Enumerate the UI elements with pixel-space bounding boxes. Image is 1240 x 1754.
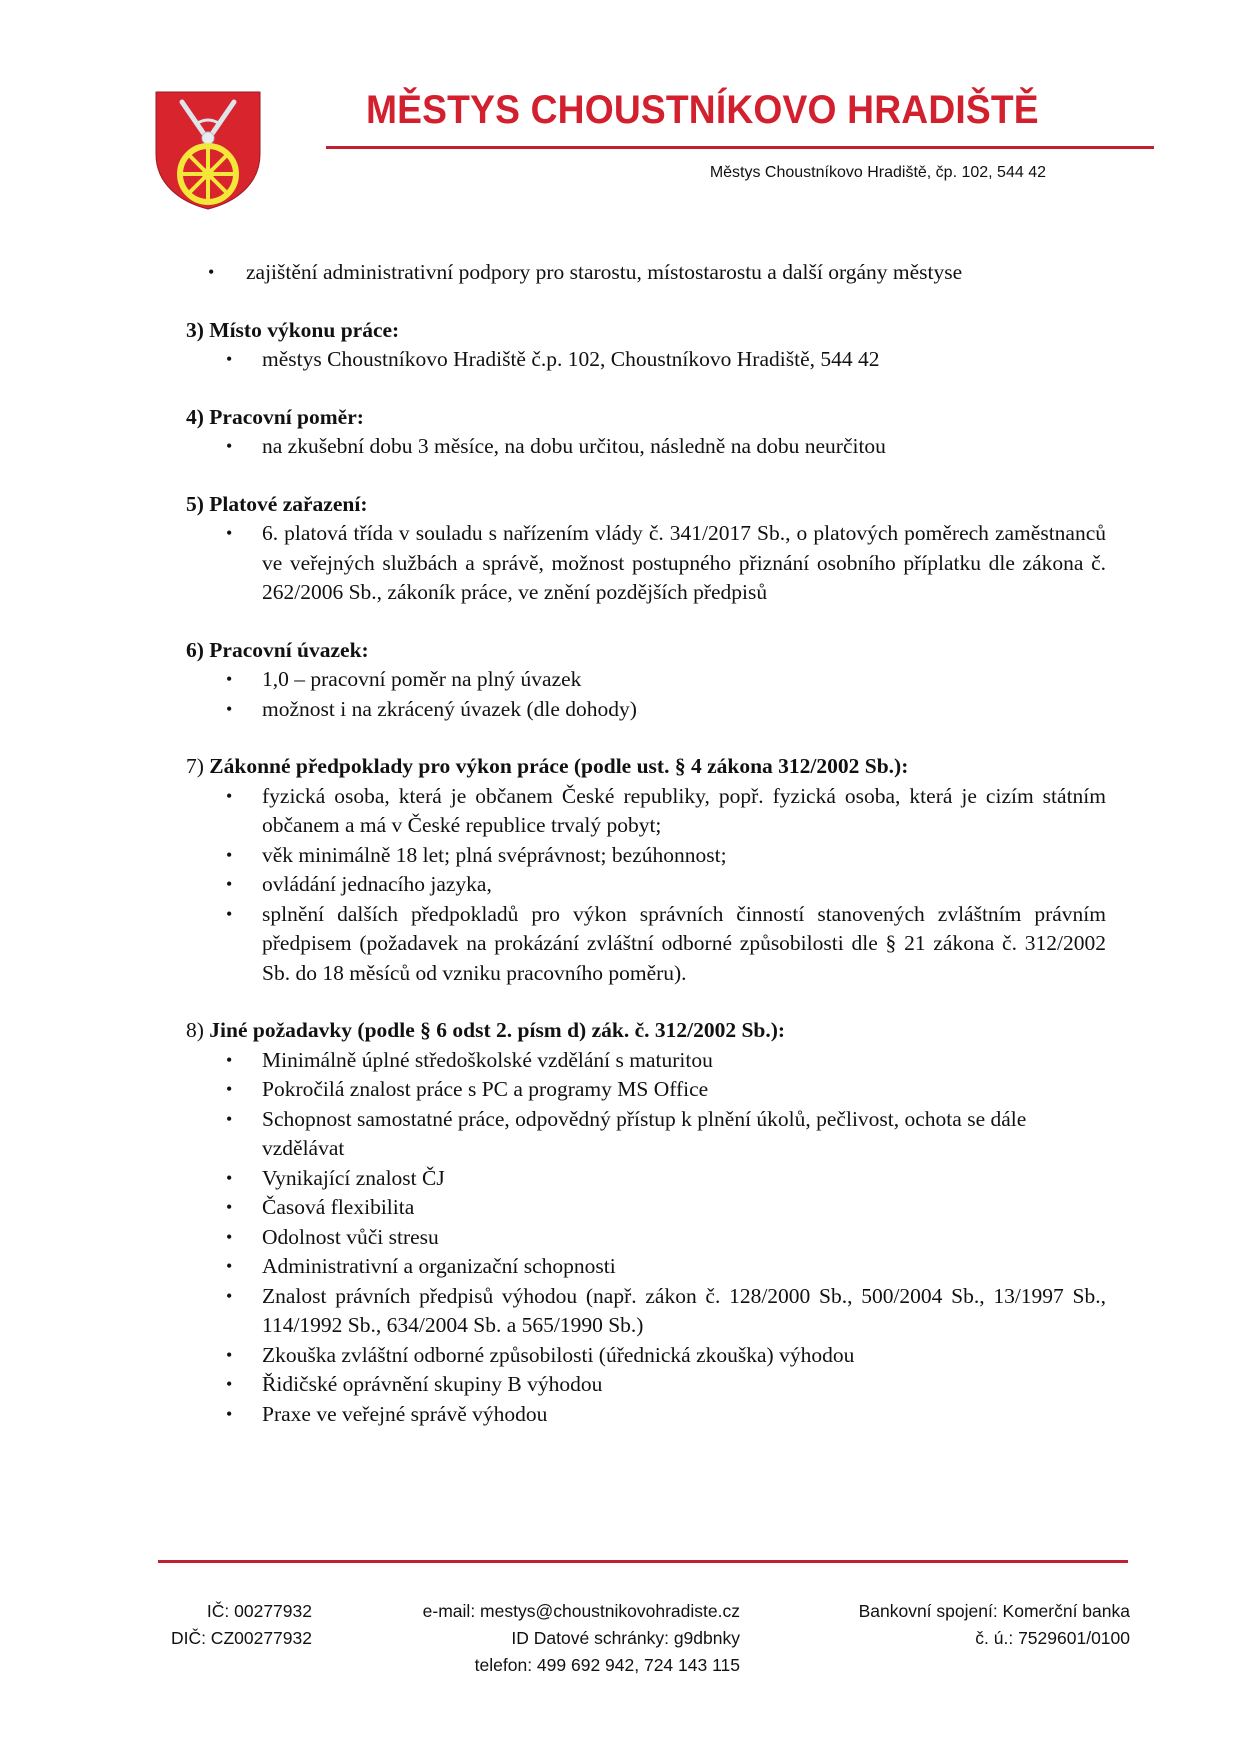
footer-account: č. ú.: 7529601/0100 — [975, 1628, 1130, 1648]
section-heading: 8) Jiné požadavky (podle § 6 odst 2. písm d) zák. č. 312/2002 Sb.): — [186, 1018, 786, 1042]
bullet-icon: • — [226, 874, 233, 894]
section-legal-requirements — [186, 752, 1106, 988]
header-address: Městys Choustníkovo Hradiště, čp. 102, 544 42 — [709, 164, 1046, 181]
list-item: • Znalost právních předpisů výhodou (např. zákon č. 128/2000 Sb., 500/2004 Sb., 13/1997 Sb., 114/1992 Sb., 634/2004 Sb. a 565/1990 Sb.) — [226, 1283, 1106, 1337]
bullet-icon: • — [226, 349, 233, 369]
footer-email[interactable]: e-mail: mestys@choustnikovohradiste.cz — [422, 1601, 740, 1621]
bullet-icon: • — [226, 698, 233, 719]
list-item: • Odolnost vůči stresu — [186, 1223, 1106, 1253]
section-heading: 7) Zákonné předpoklady pro výkon práce (podle ust. § 4 zákona 312/2002 Sb.): — [186, 754, 909, 778]
bullet-icon: • — [226, 436, 233, 456]
bullet-icon: • — [226, 903, 233, 924]
bullet-icon: • — [226, 1285, 233, 1306]
list-item: • zajištění administrativní podpory pro starostu, místostarostu a další orgány městyse — [186, 258, 1106, 288]
list-item: • Řidičské oprávnění skupiny B výhodou — [186, 1370, 1106, 1400]
bullet-icon: • — [208, 262, 215, 282]
bullet-icon: • — [226, 1197, 233, 1217]
list-item: • splnění dalších předpokladů pro výkon správních činností stanovených zvláštním právním předpisem (požadavek na prokázání zvláštní odborné způsobilosti dle § 21 zákona č. 312/2002 Sb. do 18 měsíců od vzniku pracovního poměru). — [226, 901, 1106, 985]
bullet-icon: • — [226, 1079, 233, 1099]
footer-ic: IČ: 00277932 — [206, 1601, 312, 1621]
footer-divider — [158, 1560, 1128, 1563]
list-item: • na zkušební dobu 3 měsíce, na dobu určitou, následně na dobu neurčitou — [186, 432, 1106, 462]
footer-dic: DIČ: CZ00277932 — [170, 1628, 312, 1648]
list-item: • 6. platová třída v souladu s nařízením vlády č. 341/2017 Sb., o platových poměrech zaměstnanců ve veřejných službách a správě, možnost postupného přiznání osobního příplatku dle zákona č. 262/2006 Sb., zákoník práce, ve znění pozdějších předpisů — [226, 521, 1106, 604]
list-item: • Zkouška zvláštní odborné způsobilosti (úřednická zkouška) výhodou — [186, 1341, 1106, 1371]
list-item: • fyzická osoba, která je občanem České republiky, popř. fyzická osoba, která je cizím státním občanem a má v České republice trvalý pobyt; — [226, 783, 1106, 837]
bullet-icon: • — [226, 1108, 233, 1129]
bullet-icon: • — [226, 523, 233, 543]
coat-of-arms-icon — [152, 88, 264, 212]
list-item: • Minimálně úplné středoškolské vzdělání s maturitou — [186, 1046, 1106, 1076]
footer-contacts — [340, 1598, 740, 1679]
section-heading: 3) Místo výkonu práce: — [186, 317, 400, 342]
section-workplace — [186, 316, 1106, 375]
list-item: • Praxe ve veřejné správě výhodou — [186, 1400, 1106, 1430]
list-item: • Časová flexibilita — [186, 1193, 1106, 1223]
footer-bank — [780, 1598, 1130, 1652]
footer-ids — [140, 1598, 312, 1652]
footer-phone: telefon: 499 692 942, 724 143 115 — [474, 1655, 740, 1675]
list-item: • Pokročilá znalost práce s PC a programy MS Office — [186, 1075, 1106, 1105]
municipality-title: MĚSTYS CHOUSTNÍKOVO HRADIŠTĚ — [366, 88, 1039, 132]
bullet-icon: • — [226, 1374, 233, 1394]
section-heading: 5) Platové zařazení: — [186, 491, 368, 516]
bullet-icon: • — [226, 785, 233, 806]
list-item: • 1,0 – pracovní poměr na plný úvazek — [186, 665, 1106, 695]
list-item: • Schopnost samostatné práce, odpovědný přístup k plnění úkolů, pečlivost, ochota se dále vzdělávat — [226, 1106, 1027, 1160]
list-item: • městys Choustníkovo Hradiště č.p. 102, Choustníkovo Hradiště, 544 42 — [186, 345, 1106, 375]
list-item: • věk minimálně 18 let; plná svéprávnost; bezúhonnost; — [186, 841, 1106, 871]
bullet-icon: • — [226, 1167, 233, 1188]
bullet-icon: • — [226, 844, 233, 865]
bullet-icon: • — [226, 1403, 233, 1424]
list-item: • možnost i na zkrácený úvazek (dle dohody) — [186, 695, 1106, 725]
section-employment — [186, 403, 1106, 462]
section-heading: 6) Pracovní úvazek: — [186, 637, 369, 662]
intro-section — [186, 258, 1106, 288]
bullet-icon: • — [226, 669, 233, 689]
section-salary — [186, 490, 1106, 608]
section-heading: 4) Pracovní poměr: — [186, 404, 364, 429]
footer-databox: ID Datové schránky: g9dbnky — [511, 1628, 740, 1648]
list-item: • ovládání jednacího jazyka, — [186, 870, 1106, 900]
footer-bank-name: Bankovní spojení: Komerční banka — [858, 1601, 1130, 1621]
document-body — [186, 258, 1106, 1457]
section-workload — [186, 636, 1106, 725]
bullet-icon: • — [226, 1049, 233, 1070]
header-divider — [326, 146, 1154, 149]
section-other-requirements — [186, 1016, 1106, 1429]
bullet-icon: • — [226, 1226, 233, 1247]
list-item: • Administrativní a organizační schopnosti — [186, 1252, 1106, 1282]
list-item: • Vynikající znalost ČJ — [186, 1164, 1106, 1194]
bullet-icon: • — [226, 1256, 233, 1276]
bullet-icon: • — [226, 1344, 233, 1365]
